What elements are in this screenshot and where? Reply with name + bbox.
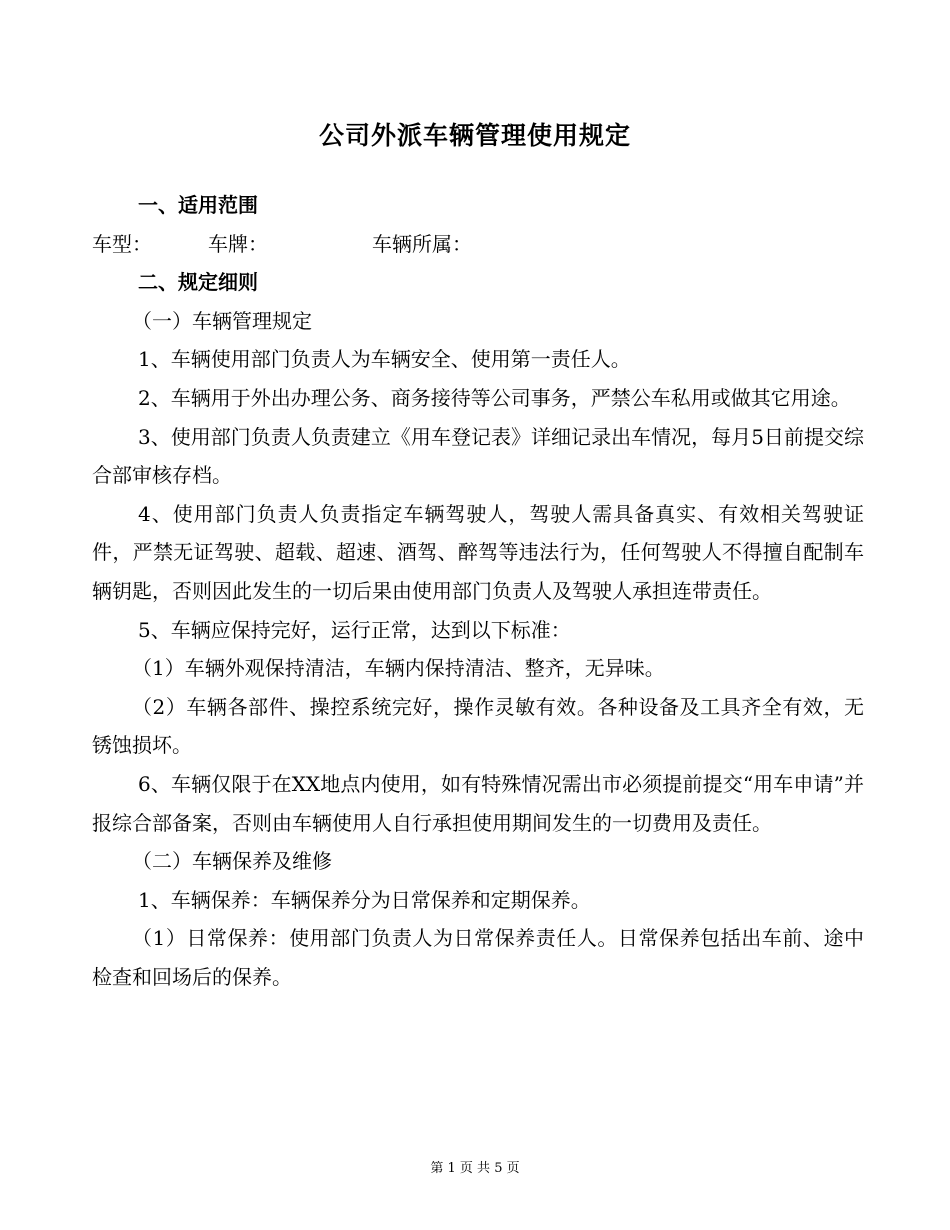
rule-paragraph: 2、车辆用于外出办理公务、商务接待等公司事务，严禁公车私用或做其它用途。 (138, 385, 851, 410)
section-heading-rules: 二、规定细则 (138, 270, 258, 295)
subsection-heading-management: （一）车辆管理规定 (132, 308, 312, 333)
vehicle-info-fields (92, 225, 864, 264)
rule-paragraph: 6、车辆仅限于在XX地点内使用，如有特殊情况需出市必须提前提交“用车申请”并报综合部备案，否则由车辆使用人自行承担使用期间发生的一切费用及责任。 (92, 771, 864, 835)
maintenance-subitem: （1）日常保养：使用部门负责人为日常保养责任人。日常保养包括出车前、途中检查和回场后的保养。 (92, 926, 864, 989)
rule-paragraph: 4、使用部门负责人负责指定车辆驾驶人，驾驶人需具备真实、有效相关驾驶证件，严禁无证驾驶、超载、超速、酒驾、醉驾等违法行为，任何驾驶人不得擅自配制车辆钥匙，否则因此发生的一切后果由使用部门负责人及驾驶人承担连带责任。 (92, 501, 864, 603)
rule-subitem: （1）车辆外观保持清洁，车辆内保持清洁、整齐，无异味。 (132, 656, 665, 681)
page-number-footer: 第 1 页 共 5 页 (430, 1161, 520, 1176)
field-car-type: 车型： (92, 231, 152, 256)
rule-paragraph: 3、使用部门负责人负责建立《用车登记表》详细记录出车情况，每月5日前提交综合部审核存档。 (92, 424, 864, 488)
field-plate: 车牌： (208, 231, 268, 256)
section-heading-scope: 一、适用范围 (138, 193, 258, 217)
maintenance-paragraph: 1、车辆保养：车辆保养分为日常保养和定期保养。 (138, 887, 591, 912)
document-title: 公司外派车辆管理使用规定 (318, 121, 631, 150)
field-owner: 车辆所属： (372, 231, 472, 256)
document-body (92, 186, 864, 996)
rule-paragraph: 1、车辆使用部门负责人为车辆安全、使用第一责任人。 (138, 347, 631, 372)
rule-subitem: （2）车辆各部件、操控系统完好，操作灵敏有效。各种设备及工具齐全有效，无锈蚀损坏。 (92, 694, 864, 758)
rule-paragraph: 5、车辆应保持完好，运行正常，达到以下标准： (138, 617, 571, 642)
subsection-heading-maintenance: （二）车辆保养及维修 (132, 849, 332, 874)
